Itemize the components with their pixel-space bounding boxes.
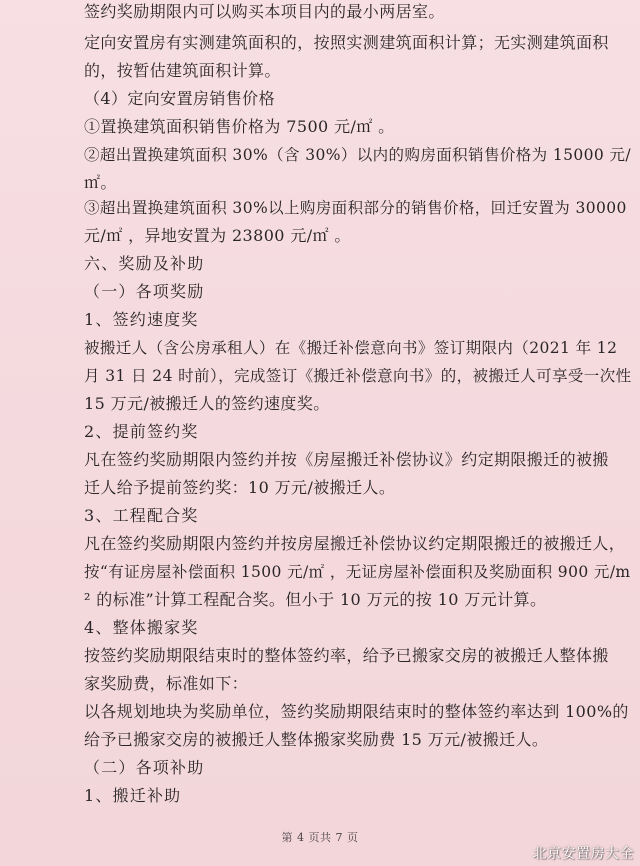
section-heading: （一）各项奖励 bbox=[84, 282, 205, 301]
body-line: 月 31 日 24 时前），完成签订《搬迁补偿意向书》的，被搬迁人可享受一次性 bbox=[84, 367, 632, 385]
subsection-heading: 2、提前签约奖 bbox=[84, 422, 199, 441]
page-number: 第 4 页共 7 页 bbox=[281, 831, 359, 844]
body-line: ² 的标准”计算工程配合奖。但小于 10 万元的按 10 万元计算。 bbox=[84, 590, 547, 609]
body-line: 按签约奖励期限结束时的整体签约率，给予已搬家交房的被搬迁人整体搬 bbox=[84, 646, 609, 665]
body-line: 的，按暂估建筑面积计算。 bbox=[84, 61, 281, 80]
subsection-heading: 1、签约速度奖 bbox=[84, 310, 199, 329]
subsection-heading: 1、搬迁补助 bbox=[84, 786, 182, 805]
body-line: 被搬迁人（含公房承租人）在《搬迁补偿意向书》签订期限内（2021 年 12 bbox=[84, 339, 618, 357]
body-line: ②超出置换建筑面积 30%（含 30%）以内的购房面积销售价格为 15000 元/ bbox=[84, 146, 632, 164]
section-heading: （4）定向安置房销售价格 bbox=[84, 89, 275, 108]
body-line: 签约奖励期限内可以购买本项目内的最小两居室。 bbox=[84, 2, 445, 21]
body-line: 迁人给予提前签约奖：10 万元/被搬迁人。 bbox=[84, 478, 396, 497]
body-line: 15 万元/被搬迁人的签约速度奖。 bbox=[84, 394, 330, 413]
body-line: 元/㎡ ，异地安置为 23800 元/㎡ 。 bbox=[84, 226, 351, 245]
body-line: 凡在签约奖励期限内签约并按房屋搬迁补偿协议约定期限搬迁的被搬迁人， bbox=[84, 534, 626, 553]
subsection-heading: 3、工程配合奖 bbox=[84, 506, 199, 525]
body-line: 凡在签约奖励期限内签约并按《房屋搬迁补偿协议》约定期限搬迁的被搬 bbox=[84, 450, 609, 469]
watermark: 北京安置房大全 bbox=[532, 846, 634, 862]
body-line: 给予已搬家交房的被搬迁人整体搬家奖励费 15 万元/被搬迁人。 bbox=[84, 730, 549, 749]
section-heading: 六、奖励及补助 bbox=[84, 254, 205, 273]
body-line: 定向安置房有实测建筑面积的，按照实测建筑面积计算；无实测建筑面积 bbox=[84, 33, 609, 52]
body-line: 按“有证房屋补偿面积 1500 元/㎡ ，无证房屋补偿面积及奖励面积 900 元/m bbox=[84, 563, 631, 581]
body-line: ③超出置换建筑面积 30%以上购房面积部分的销售价格，回迁安置为 30000 bbox=[84, 199, 627, 217]
body-line: ①置换建筑面积销售价格为 7500 元/㎡ 。 bbox=[84, 117, 395, 136]
subsection-heading: 4、整体搬家奖 bbox=[84, 618, 199, 637]
section-heading: （二）各项补助 bbox=[84, 758, 205, 777]
body-line: ㎡。 bbox=[84, 173, 117, 192]
body-line: 以各规划地块为奖励单位，签约奖励期限结束时的整体签约率达到 100%的 bbox=[84, 702, 629, 721]
body-line: 家奖励费，标准如下： bbox=[84, 674, 249, 693]
